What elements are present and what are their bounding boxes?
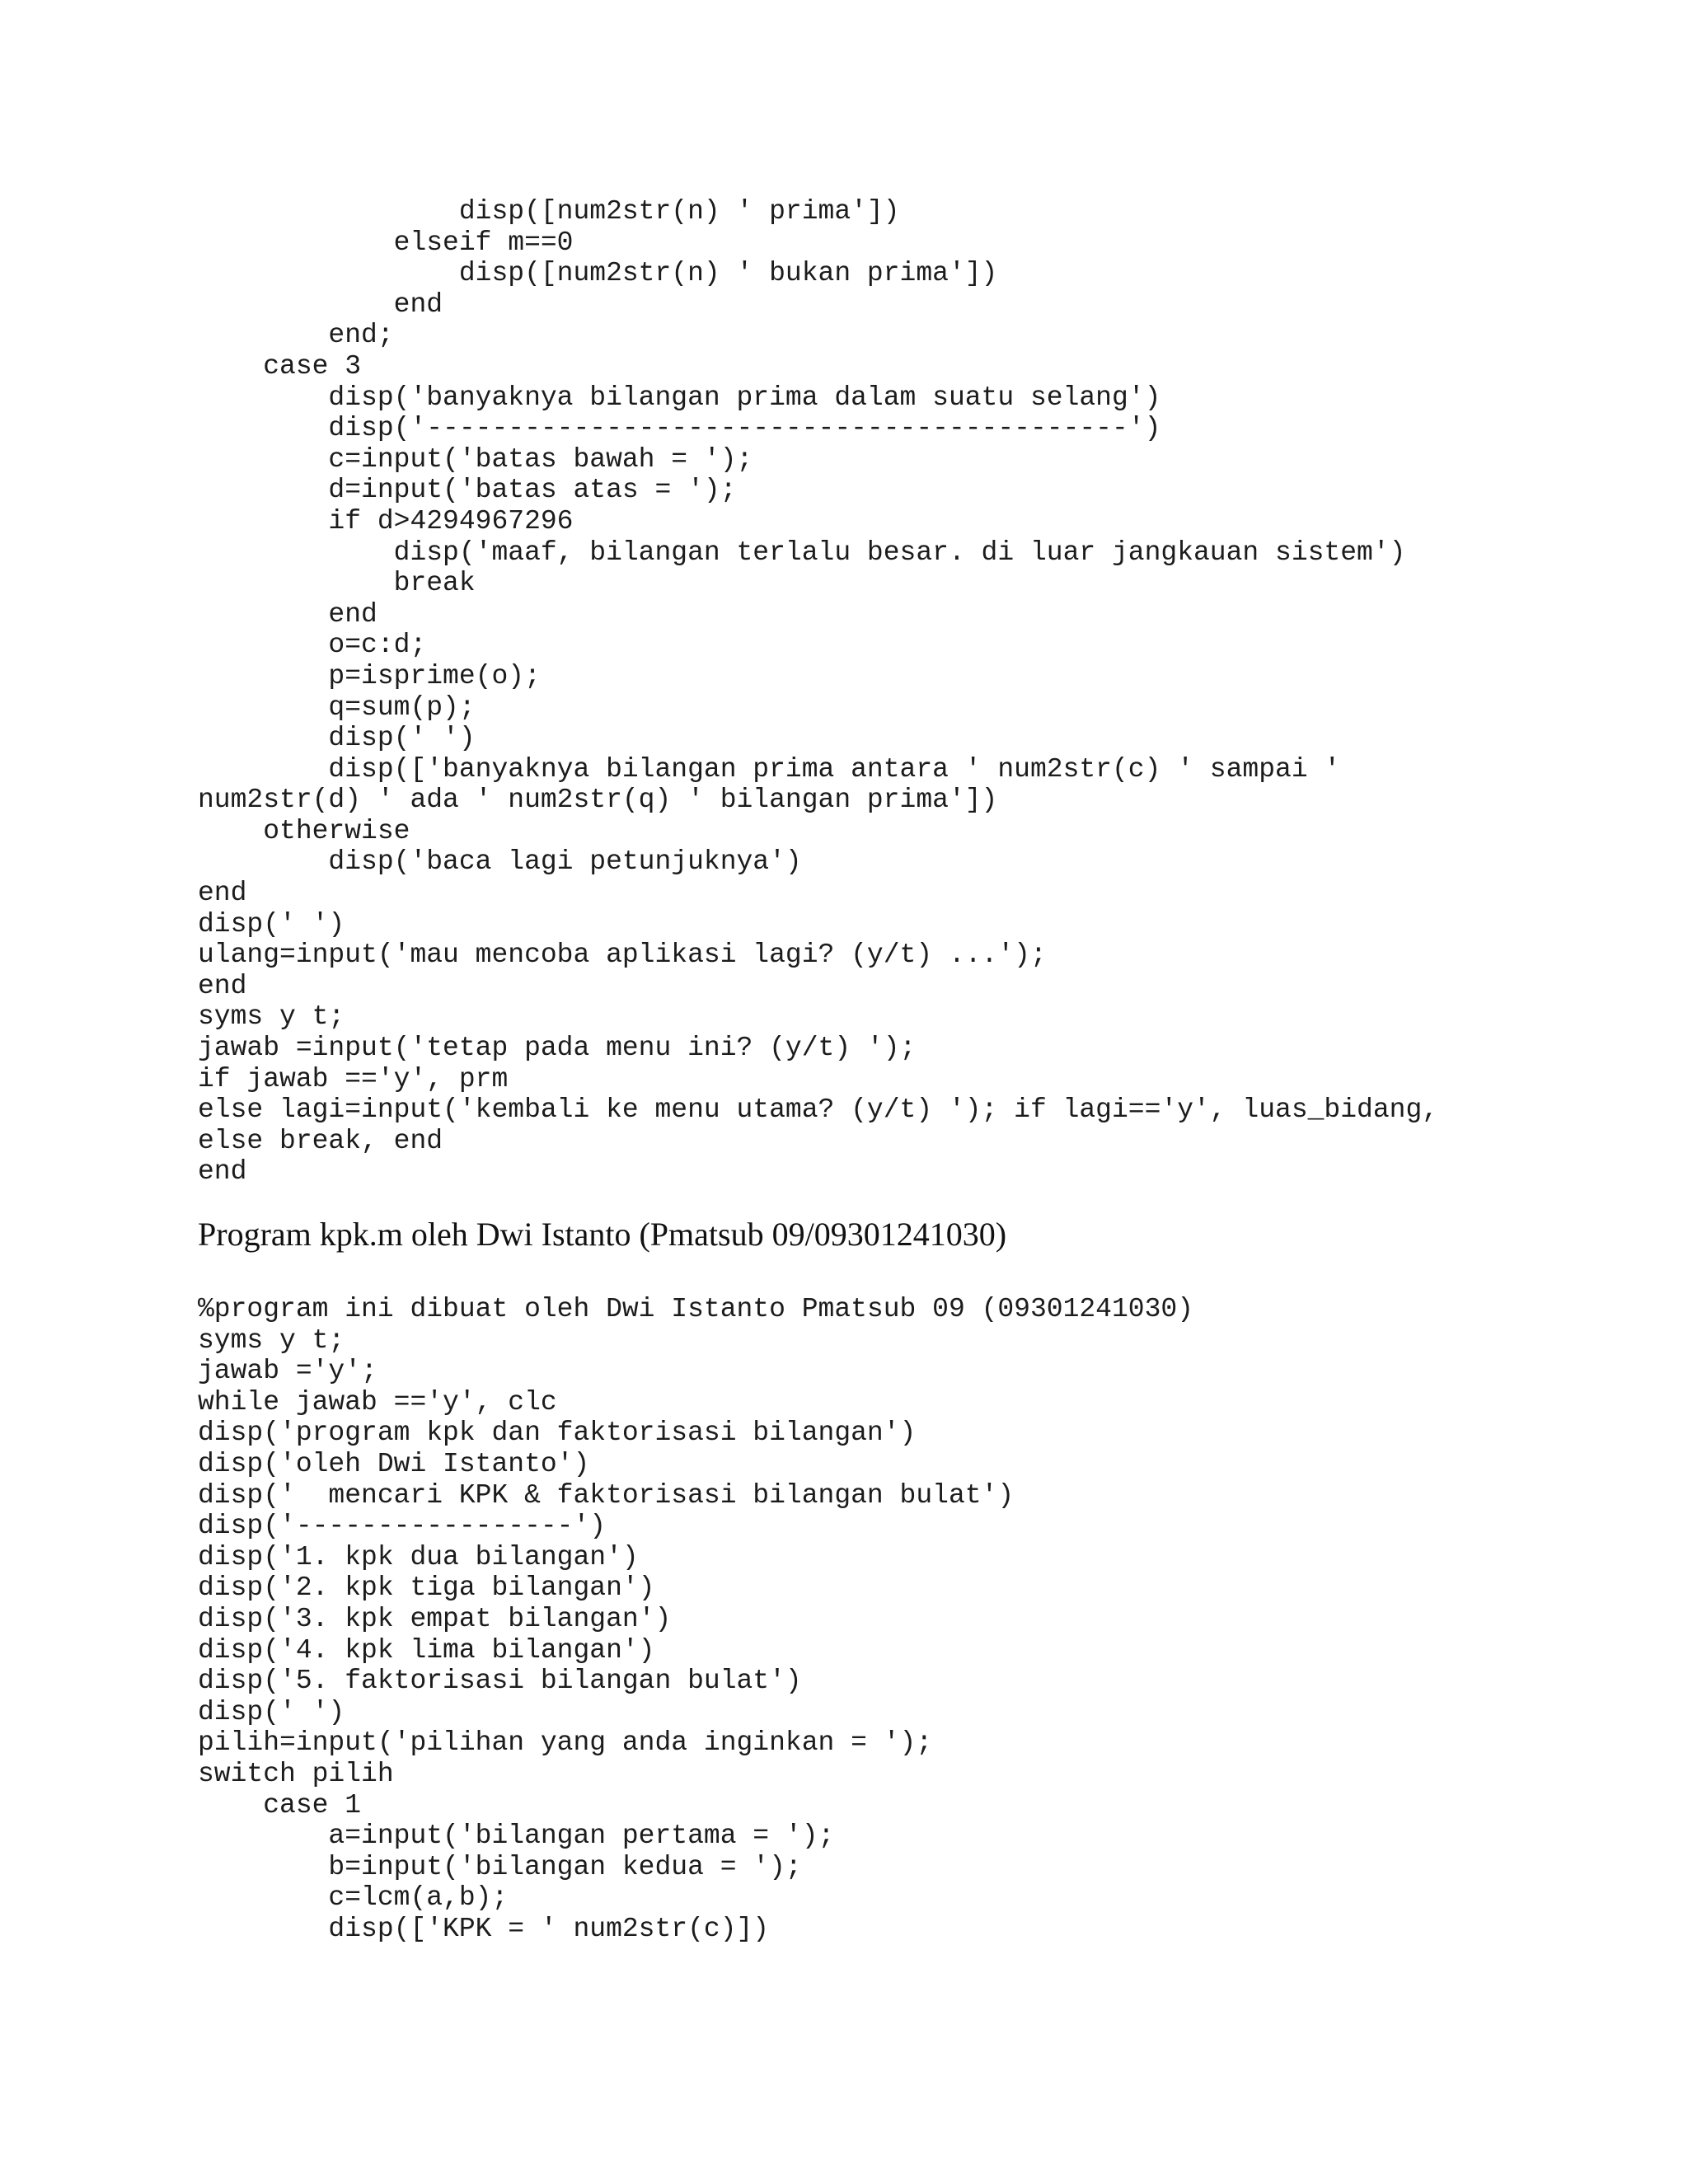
code-line: jawab =input('tetap pada menu ini? (y/t) '); bbox=[198, 1033, 917, 1064]
code-line: disp('-------------------------------------------') bbox=[198, 413, 1161, 444]
code-line: disp('maaf, bilangan terlalu besar. di luar jangkauan sistem') bbox=[198, 537, 1406, 568]
code-line: if jawab =='y', prm bbox=[198, 1063, 509, 1094]
code-line: a=input('bilangan pertama = '); bbox=[198, 1821, 835, 1852]
code-line: c=input('batas bawah = '); bbox=[198, 443, 753, 475]
section-heading: Program kpk.m oleh Dwi Istanto (Pmatsub 09/09301241030) bbox=[198, 1216, 1007, 1253]
code-line: disp(['KPK = ' num2str(c)]) bbox=[198, 1913, 770, 1944]
code-line: b=input('bilangan kedua = '); bbox=[198, 1851, 802, 1882]
code-line: switch pilih bbox=[198, 1758, 394, 1789]
code-line: if d>4294967296 bbox=[198, 505, 574, 537]
code-line: elseif m==0 bbox=[198, 227, 574, 258]
code-line: otherwise bbox=[198, 815, 410, 846]
code-line: q=sum(p); bbox=[198, 691, 476, 723]
code-line: case 3 bbox=[198, 350, 362, 382]
code-line: ulang=input('mau mencoba aplikasi lagi? (y/t) ...'); bbox=[198, 940, 1047, 971]
code-line: num2str(d) ' ada ' num2str(q) ' bilangan prima']) bbox=[198, 785, 998, 816]
code-line: %program ini dibuat oleh Dwi Istanto Pmatsub 09 (09301241030) bbox=[198, 1294, 1193, 1324]
code-line: end bbox=[198, 970, 247, 1001]
code-line: disp('4. kpk lima bilangan') bbox=[198, 1634, 655, 1666]
code-line: disp('-----------------') bbox=[198, 1511, 607, 1542]
code-line: syms y t; bbox=[198, 1324, 345, 1356]
code-line: end bbox=[198, 598, 377, 630]
code-line: syms y t; bbox=[198, 1001, 345, 1033]
code-line: disp(' mencari KPK & faktorisasi bilangan bulat') bbox=[198, 1479, 1015, 1511]
code-line: disp([num2str(n) ' bukan prima']) bbox=[198, 258, 998, 289]
code-line: disp('5. faktorisasi bilangan bulat') bbox=[198, 1666, 802, 1697]
code-line: end bbox=[198, 288, 443, 320]
code-line: disp('baca lagi petunjuknya') bbox=[198, 846, 802, 878]
code-line: p=isprime(o); bbox=[198, 660, 541, 691]
code-line: disp('3. kpk empat bilangan') bbox=[198, 1603, 672, 1634]
code-line: disp(['banyaknya bilangan prima antara ' num2str(c) ' sampai ' bbox=[198, 753, 1341, 785]
code-line: o=c:d; bbox=[198, 630, 427, 661]
code-line: disp(' ') bbox=[198, 723, 476, 754]
code-line: disp('1. kpk dua bilangan') bbox=[198, 1541, 639, 1572]
code-line: jawab ='y'; bbox=[198, 1356, 377, 1387]
code-line: while jawab =='y', clc bbox=[198, 1386, 557, 1418]
code-line: else lagi=input('kembali ke menu utama? (y/t) '); if lagi=='y', luas_bidang, bbox=[198, 1094, 1439, 1126]
code-line: end bbox=[198, 1156, 247, 1188]
code-block-prima-continuation bbox=[198, 196, 1438, 1188]
code-line: c=lcm(a,b); bbox=[198, 1882, 509, 1914]
code-line: disp(' ') bbox=[198, 1696, 345, 1727]
code-line: case 1 bbox=[198, 1789, 362, 1821]
code-line: end; bbox=[198, 320, 394, 351]
code-line: else break, end bbox=[198, 1125, 443, 1156]
code-block-kpk-program bbox=[198, 1294, 1193, 1944]
code-line: disp(' ') bbox=[198, 908, 345, 940]
code-line: disp('oleh Dwi Istanto') bbox=[198, 1448, 590, 1479]
code-line: disp([num2str(n) ' prima']) bbox=[198, 196, 900, 227]
code-line: disp('2. kpk tiga bilangan') bbox=[198, 1572, 655, 1604]
code-line: pilih=input('pilihan yang anda inginkan = '); bbox=[198, 1727, 933, 1759]
code-line: disp('program kpk dan faktorisasi bilangan') bbox=[198, 1418, 917, 1449]
code-line: break bbox=[198, 568, 476, 599]
code-line: disp('banyaknya bilangan prima dalam suatu selang') bbox=[198, 382, 1161, 413]
code-line: d=input('batas atas = '); bbox=[198, 475, 737, 506]
code-line: end bbox=[198, 878, 247, 909]
